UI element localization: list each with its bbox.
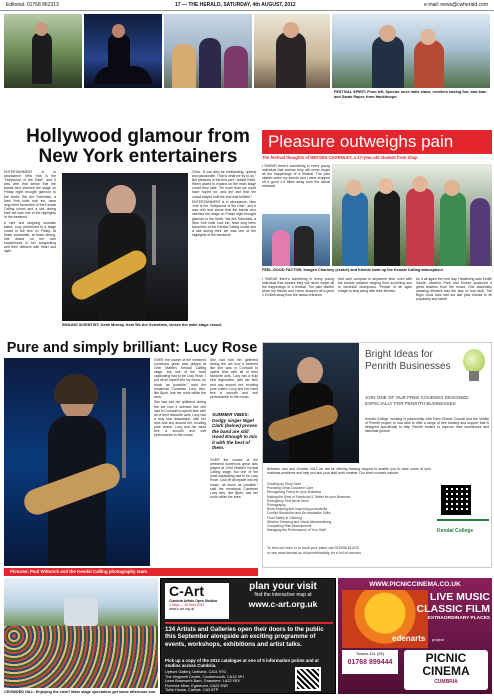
info-point-item: Tullie House, Carlisle. CA3 8TP <box>165 688 219 693</box>
picnic-tagline-1: LIVE MUSIC <box>429 591 490 603</box>
outweighs-intro-column <box>262 164 330 212</box>
course-item: Completing Risk Assessments <box>267 524 312 529</box>
lucy-column-photo-filler <box>210 458 258 566</box>
nigel-clark-photo <box>263 343 359 463</box>
lucy-col1-text: OVER the course of the weekend numerous great acts played at Cher Mattle’s Kendal Calling stage, but one of the most captivating had to be Lucy Rose. I put off all myself into my music, as much as possible,” said the emotional Cumbrian Lucy who, like Bjork, has her roots within the area. <box>154 358 206 399</box>
hollywood-photo-caption: SMILING SCIENTIST: Keith Murray, from We Are Scientists, closes the main stage crowd. <box>62 323 222 327</box>
picnic-tagline-3: EXTRAORDINARY PLACES <box>427 616 490 621</box>
lucy-column-3 <box>210 458 258 566</box>
course-item: Conflict Resolution and De-escalation Skills <box>267 511 331 516</box>
info-point-item: Lowe Bowman’s Barn, Grasmere. LA22 9SX <box>165 679 240 684</box>
picnic-tagline-2: CLASSIC FILM <box>416 603 490 615</box>
course-item: Managing the Performance of Your Staff <box>267 528 326 533</box>
info-point-item: Florence Mine, Egremont. CA22 2NR <box>165 683 228 688</box>
kendal-college-logo-text: Kendal College <box>437 528 474 534</box>
bright-ideas-course-list <box>267 482 431 532</box>
bright-ideas-footer-phone: To find out more or to book your place call 015396 614/78 <box>267 546 359 550</box>
outweighs-headline: Pleasure outweighs pain <box>268 132 454 151</box>
outweighs-subhead: The festival thoughts of IMOGEN CHARNLEY, a 17-year-old student from Shap <box>262 155 418 160</box>
lucy-col2-text: She had told her girlfriend during the set how it seemed like she was in Cornwall to spend time with all of their favourite acts. Lucy has a truly kind disposition, with her fans and any around her, exuding pure charm. Lucy and her band lent a smooth and soft performance to the crowd. <box>210 358 258 399</box>
picnic-cinema-logo <box>404 650 488 690</box>
c-art-logo-sub: Cumbria Artists Open Studios <box>169 599 218 603</box>
qr-code-icon[interactable] <box>441 485 471 515</box>
course-item: Emergency First Aid at Work <box>267 498 309 503</box>
info-point-item: The Kingsmill Centre, Cockermouth. CA13 9PJ <box>165 674 245 679</box>
picnic-tickets-box <box>342 650 398 674</box>
picnic-phone[interactable]: 01768 899444 <box>347 659 393 666</box>
festival-photo-5 <box>332 14 490 88</box>
outweighs-col2-text: that can’t compare to anywhere else, even with the trouble weather ranging from scorching sun to torrential downpours. People of all ages mingle to sing along with their families. <box>338 277 412 294</box>
festival-photo-4 <box>254 14 330 88</box>
hollywood-headline: Hollywood glamour from New York entertainers <box>26 126 250 167</box>
outweighs-photo-caption: FEEL-GOOD FACTOR: Imogen Charnley (centre) and friends soak up the Kendal Calling atmosphere. <box>262 268 444 272</box>
top-photo-caption: FESTIVAL SPIRIT: From left, Spector once indie class; revellers having fun; and Alan and Sarah Raper, from Hackthorpe. <box>334 90 487 99</box>
outweighs-column-1 <box>262 277 334 339</box>
course-item: Providing Great Customer Care <box>267 486 314 491</box>
course-item: Photography <box>267 503 286 508</box>
bright-ideas-dates: Between now and October 2012 we will be offering training support to enable you to raise some of your business problems and help you and your staff work smarter. Our short courses include: <box>267 467 431 476</box>
festival-photo-1 <box>4 14 82 88</box>
photo-credit-bar <box>4 568 258 576</box>
c-art-url-small[interactable]: www.c-art.org.uk <box>169 607 195 611</box>
c-art-dates: 1 Sept — 16 Sept 2012 <box>169 603 205 607</box>
crowd-photo-caption: CROWDED HILL: Enjoying the view? Main stage spectators get some afternoon sun. <box>4 690 157 694</box>
header-paper-title: 17 — THE HERALD, SATURDAY, 4th AUGUST, 2012 <box>175 2 296 8</box>
picnic-taglines <box>402 591 490 622</box>
photo-credit-text: Pictures: Paul Witterick and the Kendal Calling photography team <box>10 569 148 574</box>
hollywood-col3-text: Chris: “It can also be exhilarating, upbeat and passionate. That is what we try to do.” But pleasure is the first part,” added Keith. When asked to expand on the main stage crowd they said: “It’s more than we could have hoped for, and the fact that the crowd stayed until the end was brilliant.” <box>192 170 256 199</box>
c-art-plan-url[interactable]: www.c-art.org.uk <box>248 599 318 609</box>
lucy-pullquote: SUMMER VIBES: Dodgy singer Nigel Clark (below) proves the band are still Good Enough to mix it with the best of them. <box>212 412 258 450</box>
course-item: Book-Keeping and Improving productivity <box>267 507 328 512</box>
outweighs-intro-text: I SWEAR there’s something in every young individual that swears they will never forget all the happenings of a festival. The pain started when my friends and I were dropped off a good 1.5 miles away from the actual entrance. <box>262 164 330 189</box>
c-art-pickup: Pick up a copy of the 2012 catalogue at one of 5 information points and at studios across Cumbria. <box>165 658 319 669</box>
picnic-brand-1: PICNIC <box>425 651 467 665</box>
crowded-hill-photo <box>4 578 158 688</box>
header-editorial: Editorial: 01768 862313 <box>6 2 59 8</box>
c-art-ad <box>160 578 336 694</box>
picnic-brand-2: CINEMA <box>422 664 470 678</box>
course-item: Making the Most of Facebook & Twitter for your Business <box>267 494 351 499</box>
bright-ideas-footer-url[interactable]: or see www.kendal.ac.uk/penrith/vitality for a full of courses <box>267 550 362 555</box>
c-art-logo-text: C-Art <box>169 583 204 599</box>
bright-ideas-body: Kendal College, working in partnership with Eden District Council and the Vitality of Penrith project, is now able to offer a range of free training and support that is designed specifically to help Penrith traders to improve their businesses and stimulate growth. <box>365 417 489 434</box>
course-item: Creating an Ebay Store <box>267 482 302 486</box>
lightbulb-icon <box>459 349 489 387</box>
c-art-logo <box>165 583 229 619</box>
lucy-col3-text: OVER the course of the weekend numerous great acts played at Cher Mattle’s Kendal Calling stage, but one of the most captivating had to be Lucy Rose. I put off all myself into my music, as much as possible,” said the emotional Cumbrian Lucy who, like Bjork, has her roots within the area. <box>210 458 258 499</box>
course-item: Window Dressing and Visual Merchandising <box>267 519 332 524</box>
hollywood-column-1 <box>4 170 56 338</box>
c-art-body: 134 Artists and Galleries open their doors to the public this September alongside an exciting programme of events, workshops, exhibitions and artist talks. <box>165 626 324 648</box>
edenarts-logo <box>392 628 490 644</box>
course-item: Food Safety in Catering <box>267 515 302 520</box>
c-art-info-points <box>165 670 289 693</box>
c-art-qr-icon[interactable] <box>295 667 321 691</box>
c-art-plan-sub: find the interactive map at <box>254 592 312 598</box>
c-art-plan-title: plan your visit <box>249 581 317 592</box>
outweighs-column-2 <box>338 277 412 339</box>
edenarts-logo-text: edenarts <box>392 634 426 643</box>
outweighs-column-3 <box>416 277 492 339</box>
picnic-brand-3: CUMBRIA <box>434 679 458 685</box>
picnic-cinema-ad <box>338 578 492 694</box>
info-point-item: Upfront Gallery, Unthank. CA11 9TG <box>165 670 227 674</box>
hollywood-column-3 <box>192 170 256 320</box>
imogen-friends-photo <box>332 164 492 266</box>
bright-ideas-subhead: JOIN ONE OF OUR FREE COURSES DESIGNED ESPECIALLY FOR PENRITH BUSINESSES <box>365 395 469 406</box>
edenarts-logo-sub: project <box>431 637 444 642</box>
keith-murray-photo <box>62 173 188 321</box>
lucy-headline: Pure and simply brilliant: Lucy Rose <box>6 340 258 356</box>
hollywood-col1-more: A rare and laughing acoustic talent, Lucy performed to a stage crowd in the tent on Friday. At times vulnerable, at times strong, she draws on her own experiences in her songwriting and then delivers with heart and style. <box>4 220 56 254</box>
outweighs-col3-text: As it all again the next day, Headlining acts Emilie Sandé, Maxïmo Park and Dizzee produced a great reaction from the crowd. One absolutely amazing element was the lack of how fault. The Bigrs Sous bars laid out last year thanks to its popularity and talent. <box>416 277 492 302</box>
lucy-rose-photo <box>4 358 150 566</box>
course-item: Recognising Fraud for your Business <box>267 490 322 495</box>
lucy-col1-more: She had told her girlfriend during the set how it seemed like she was in Cornwall to spend time with all of their favourite acts. Lucy has a truly kind disposition, with her fans and any around her, exuding pure charm. Lucy and her band lent a smooth and soft performance to the crowd. <box>154 400 206 438</box>
header-email: e-mail: news@cwherald.com <box>424 2 488 8</box>
hollywood-col1-text: ENTERTAINMENT is in abundance; New York is the “Hollywood of the East”, and it was with that sense that the bands who stormed the stage on Friday night brought glamour to the North. We Are Scientists, a New York indie rock trio, have long been favourites of the Kendal Calling crowd and a slot during their set was one of the highlights of the weekend. <box>4 170 56 220</box>
festival-group-photo <box>262 214 330 266</box>
bright-ideas-headline: Bright Ideas for Penrith Businesses <box>365 349 451 372</box>
picnic-url[interactable]: WWW.PICNICCINEMA.CO.UK <box>369 581 461 588</box>
bright-ideas-footer <box>267 546 489 555</box>
festival-photo-3 <box>164 14 252 88</box>
page-header <box>0 0 494 11</box>
picnic-tickets-label: Tickets £11 (£5) <box>355 651 385 656</box>
outweighs-col1-text: I SWEAR there’s something in every young individual that swears they will never forget all the happenings of a festival. The pain started when my friends and I were dropped off a good 1.5 miles away from the actual entrance. <box>262 277 334 298</box>
festival-photo-2 <box>84 14 162 88</box>
kendal-college-logo <box>437 519 489 541</box>
c-art-plan-block <box>233 581 333 609</box>
lucy-column-1 <box>154 358 206 566</box>
hollywood-col3-more: ENTERTAINMENT is in abundance; New York is the “Hollywood of the East”, and it was with that sense that the bands who stormed the stage on Friday night brought glamour to the North. We Are Scientists, a New York indie rock trio, have long been favourites of the Kendal Calling crowd and a slot during their set was one of the highlights of the weekend. <box>192 200 256 237</box>
outweighs-headline-bar <box>262 130 492 154</box>
bright-ideas-ad <box>262 342 492 568</box>
